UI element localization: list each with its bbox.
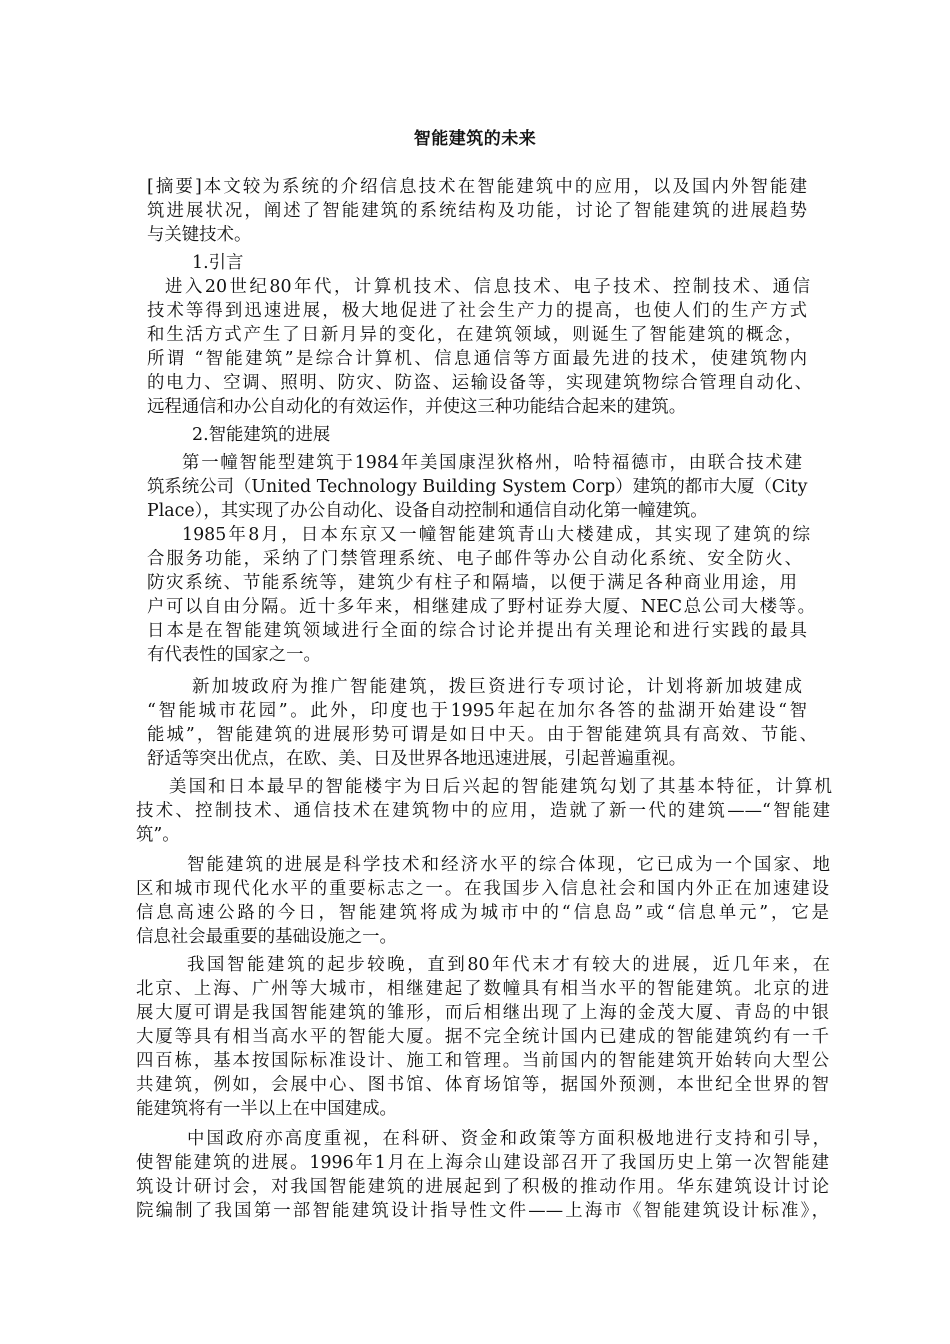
text-line: 区和城市现代化水平的重要标志之一。在我国步入信息社会和国内外正在加速建设 <box>136 879 829 899</box>
text-line: 院编制了我国第一部智能建筑设计指导性文件——上海市《智能建筑设计标准》， <box>136 1201 829 1221</box>
text-line: 1.引言 <box>192 253 244 273</box>
text-line: 技术、控制技术、通信技术在建筑物中的应用，造就了新一代的建筑——“智能建 <box>136 801 830 821</box>
text-line: 第一幢智能型建筑于1984年美国康涅狄格州，哈特福德市，由联合技术建 <box>182 453 802 473</box>
text-line: 信息社会最重要的基础设施之一。 <box>136 927 397 947</box>
text-line: 使智能建筑的进展。1996年1月在上海佘山建设部召开了我国历史上第一次智能建 <box>136 1153 829 1173</box>
text-line: 有代表性的国家之一。 <box>147 645 321 665</box>
text-line: 智能建筑的进展是科学技术和经济水平的综合体现，它已成为一个国家、地 <box>187 855 830 875</box>
text-line: 与关键技术。 <box>147 225 252 245</box>
text-line: 防灾系统、节能系统等，建筑少有柱子和隔墙，以便于满足各种商业用途，用 <box>147 573 797 593</box>
text-line: 筑进展状况，阐述了智能建筑的系统结构及功能，讨论了智能建筑的进展趋势 <box>147 201 807 221</box>
text-line: Place），其实现了办公自动化、设备自动控制和通信自动化第一幢建筑。 <box>147 501 708 521</box>
page-title: 智能建筑的未来 <box>413 129 537 149</box>
text-line: 的电力、空调、照明、防灾、防盗、运输设备等，实现建筑物综合管理自动化、 <box>147 373 812 393</box>
text-line: “智能城市花园”。此外，印度也于1995年起在加尔各答的盐湖开始建设“智 <box>147 701 807 721</box>
text-line: 信息高速公路的今日，智能建筑将成为城市中的“信息岛”或“信息单元”，它是 <box>136 903 829 923</box>
text-line: 筑系统公司（United Technology Building System Corp）建筑的都市大厦（City <box>147 477 808 497</box>
text-line: 大厦等具有相当高水平的智能大厦。据不完全统计国内已建成的智能建筑约有一千 <box>136 1027 829 1047</box>
text-line: 进入20世纪80年代，计算机技术、信息技术、电子技术、控制技术、通信 <box>165 277 810 297</box>
text-line: 户可以自由分隔。近十多年来，相继建成了野村证券大厦、NEC总公司大楼等。 <box>147 597 815 617</box>
text-line: 筑设计研讨会，对我国智能建筑的进展起到了积极的推动作用。华东建筑设计讨论 <box>136 1177 829 1197</box>
text-line: 筑”。 <box>136 825 180 845</box>
text-line: 和生活方式产生了日新月异的变化，在建筑领域，则诞生了智能建筑的概念， <box>147 325 802 345</box>
text-line: 远程通信和办公自动化的有效运作，并使这三种功能结合起来的建筑。 <box>147 397 687 417</box>
text-line: 展大厦可谓是我国智能建筑的雏形，而后相继出现了上海的金茂大厦、青岛的中银 <box>136 1003 829 1023</box>
text-line: 2.智能建筑的进展 <box>192 425 331 445</box>
text-line: [摘要]本文较为系统的介绍信息技术在智能建筑中的应用，以及国内外智能建 <box>147 177 807 197</box>
text-line: 我国智能建筑的起步较晚，直到80年代末才有较大的进展，近几年来，在 <box>187 955 830 975</box>
text-line: 技术等得到迅速进展，极大地促进了社会生产力的提高，也使人们的生产方式 <box>147 301 807 321</box>
text-line: 所谓 “智能建筑”是综合计算机、信息通信等方面最先进的技术，使建筑物内 <box>147 349 807 369</box>
text-line: 能城”，智能建筑的进展形势可谓是如日中天。由于智能建筑具有高效、节能、 <box>147 725 817 745</box>
text-line: 1985年8月，日本东京又一幢智能建筑青山大楼建成，其实现了建筑的综 <box>182 525 810 545</box>
text-line: 舒适等突出优点，在欧、美、日及世界各地迅速进展，引起普遍重视。 <box>147 749 687 769</box>
text-line: 四百栋，基本按国际标准设计、施工和管理。当前国内的智能建筑开始转向大型公 <box>136 1051 829 1071</box>
text-line: 能建筑将有一半以上在中国建成。 <box>136 1099 397 1119</box>
text-line: 共建筑，例如，会展中心、图书馆、体育场馆等，据国外预测，本世纪全世界的智 <box>136 1075 829 1095</box>
text-line: 美国和日本最早的智能楼宇为日后兴起的智能建筑勾划了其基本特征，计算机 <box>169 777 832 797</box>
text-line: 北京、上海、广州等大城市，相继建起了数幢具有相当水平的智能建筑。北京的进 <box>136 979 829 999</box>
text-line: 日本是在智能建筑领域进行全面的综合讨论并提出有关理论和进行实践的最具 <box>147 621 807 641</box>
text-line: 中国政府亦高度重视，在科研、资金和政策等方面积极地进行支持和引导， <box>187 1129 830 1149</box>
text-line: 合服务功能，采纳了门禁管理系统、电子邮件等办公自动化系统、安全防火、 <box>147 549 802 569</box>
text-line: 新加坡政府为推广智能建筑，拨巨资进行专项讨论，计划将新加坡建成 <box>192 677 802 697</box>
